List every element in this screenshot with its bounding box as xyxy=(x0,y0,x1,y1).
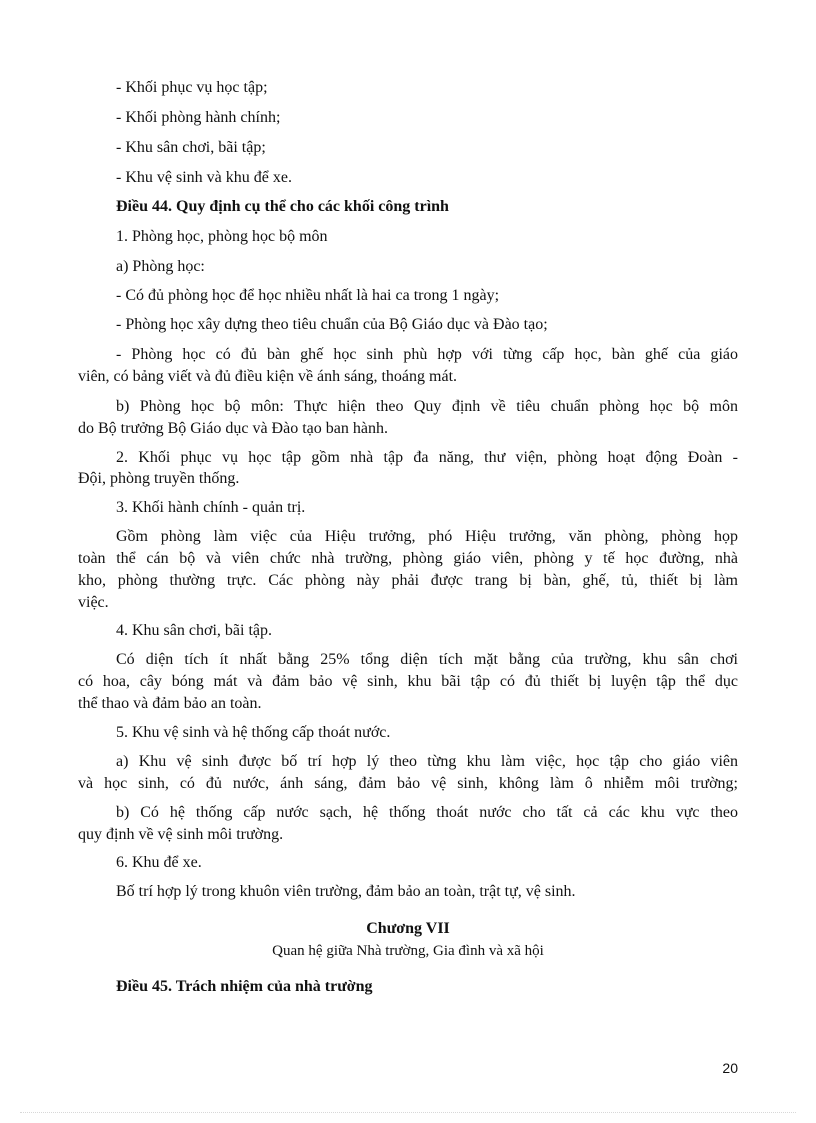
paragraph-line: quy định về vệ sinh môi trường. xyxy=(78,826,284,843)
page-bottom-rule xyxy=(20,1112,796,1113)
paragraph-line: kho, phòng thường trực. Các phòng này phải được trang bị bàn, ghế, tủ, thiết bị làm xyxy=(78,572,738,589)
article-44-heading: Điều 44. Quy định cụ thể cho các khối công trình xyxy=(116,198,449,215)
list-item: - Phòng học xây dựng theo tiêu chuẩn của Bộ Giáo dục và Đào tạo; xyxy=(116,316,548,333)
section-heading: 4. Khu sân chơi, bãi tập. xyxy=(116,622,272,639)
paragraph-line: thể thao và đảm bảo an toàn. xyxy=(78,695,262,712)
chapter-title: Chương VII xyxy=(366,920,450,937)
article-45-heading: Điều 45. Trách nhiệm của nhà trường xyxy=(116,978,373,995)
paragraph-line: việc. xyxy=(78,594,109,611)
paragraph-line: Đội, phòng truyền thống. xyxy=(78,470,240,487)
list-item: - Có đủ phòng học để học nhiều nhất là hai ca trong 1 ngày; xyxy=(116,287,500,304)
list-item: - Khối phòng hành chính; xyxy=(116,109,281,126)
page-number: 20 xyxy=(722,1060,738,1076)
paragraph-line: toàn thể cán bộ và viên chức nhà trường, phòng giáo viên, phòng y tế học đường, nhà xyxy=(78,550,738,567)
chapter-subtitle: Quan hệ giữa Nhà trường, Gia đình và xã hội xyxy=(272,943,544,959)
paragraph-line: có hoa, cây bóng mát và đảm bảo vệ sinh, khu bãi tập có đủ thiết bị luyện tập thể dục xyxy=(78,673,738,690)
paragraph-line: b) Phòng học bộ môn: Thực hiện theo Quy định về tiêu chuẩn phòng học bộ môn xyxy=(116,398,738,415)
paragraph-line: viên, có bảng viết và đủ điều kiện về ánh sáng, thoáng mát. xyxy=(78,368,458,385)
paragraph-line: - Phòng học có đủ bàn ghế học sinh phù hợp với từng cấp học, bàn ghế của giáo xyxy=(116,346,738,363)
paragraph-line: và học sinh, có đủ nước, ánh sáng, đảm bảo vệ sinh, không làm ô nhiễm môi trường; xyxy=(78,775,738,792)
section-heading: 6. Khu để xe. xyxy=(116,854,202,871)
paragraph-line: a) Khu vệ sinh được bố trí hợp lý theo từng khu làm việc, học tập cho giáo viên xyxy=(116,753,738,770)
paragraph-line: do Bộ trưởng Bộ Giáo dục và Đào tạo ban hành. xyxy=(78,420,388,437)
section-heading: 3. Khối hành chính - quản trị. xyxy=(116,499,306,516)
paragraph-line: Gồm phòng làm việc của Hiệu trưởng, phó Hiệu trưởng, văn phòng, phòng họp xyxy=(116,528,738,545)
list-item: - Khu sân chơi, bãi tập; xyxy=(116,139,266,156)
paragraph-line: Bố trí hợp lý trong khuôn viên trường, đảm bảo an toàn, trật tự, vệ sinh. xyxy=(116,883,576,900)
paragraph-line: Có diện tích ít nhất bằng 25% tổng diện tích mặt bằng của trường, khu sân chơi xyxy=(116,651,738,668)
section-heading: 5. Khu vệ sinh và hệ thống cấp thoát nước. xyxy=(116,724,391,741)
paragraph-line: 2. Khối phục vụ học tập gồm nhà tập đa năng, thư viện, phòng hoạt động Đoàn - xyxy=(116,449,738,466)
paragraph-line: b) Có hệ thống cấp nước sạch, hệ thống thoát nước cho tất cả các khu vực theo xyxy=(116,804,738,821)
list-item: - Khối phục vụ học tập; xyxy=(116,79,268,96)
list-item: - Khu vệ sinh và khu để xe. xyxy=(116,169,292,186)
subsection-heading: a) Phòng học: xyxy=(116,258,205,275)
section-heading: 1. Phòng học, phòng học bộ môn xyxy=(116,228,328,245)
